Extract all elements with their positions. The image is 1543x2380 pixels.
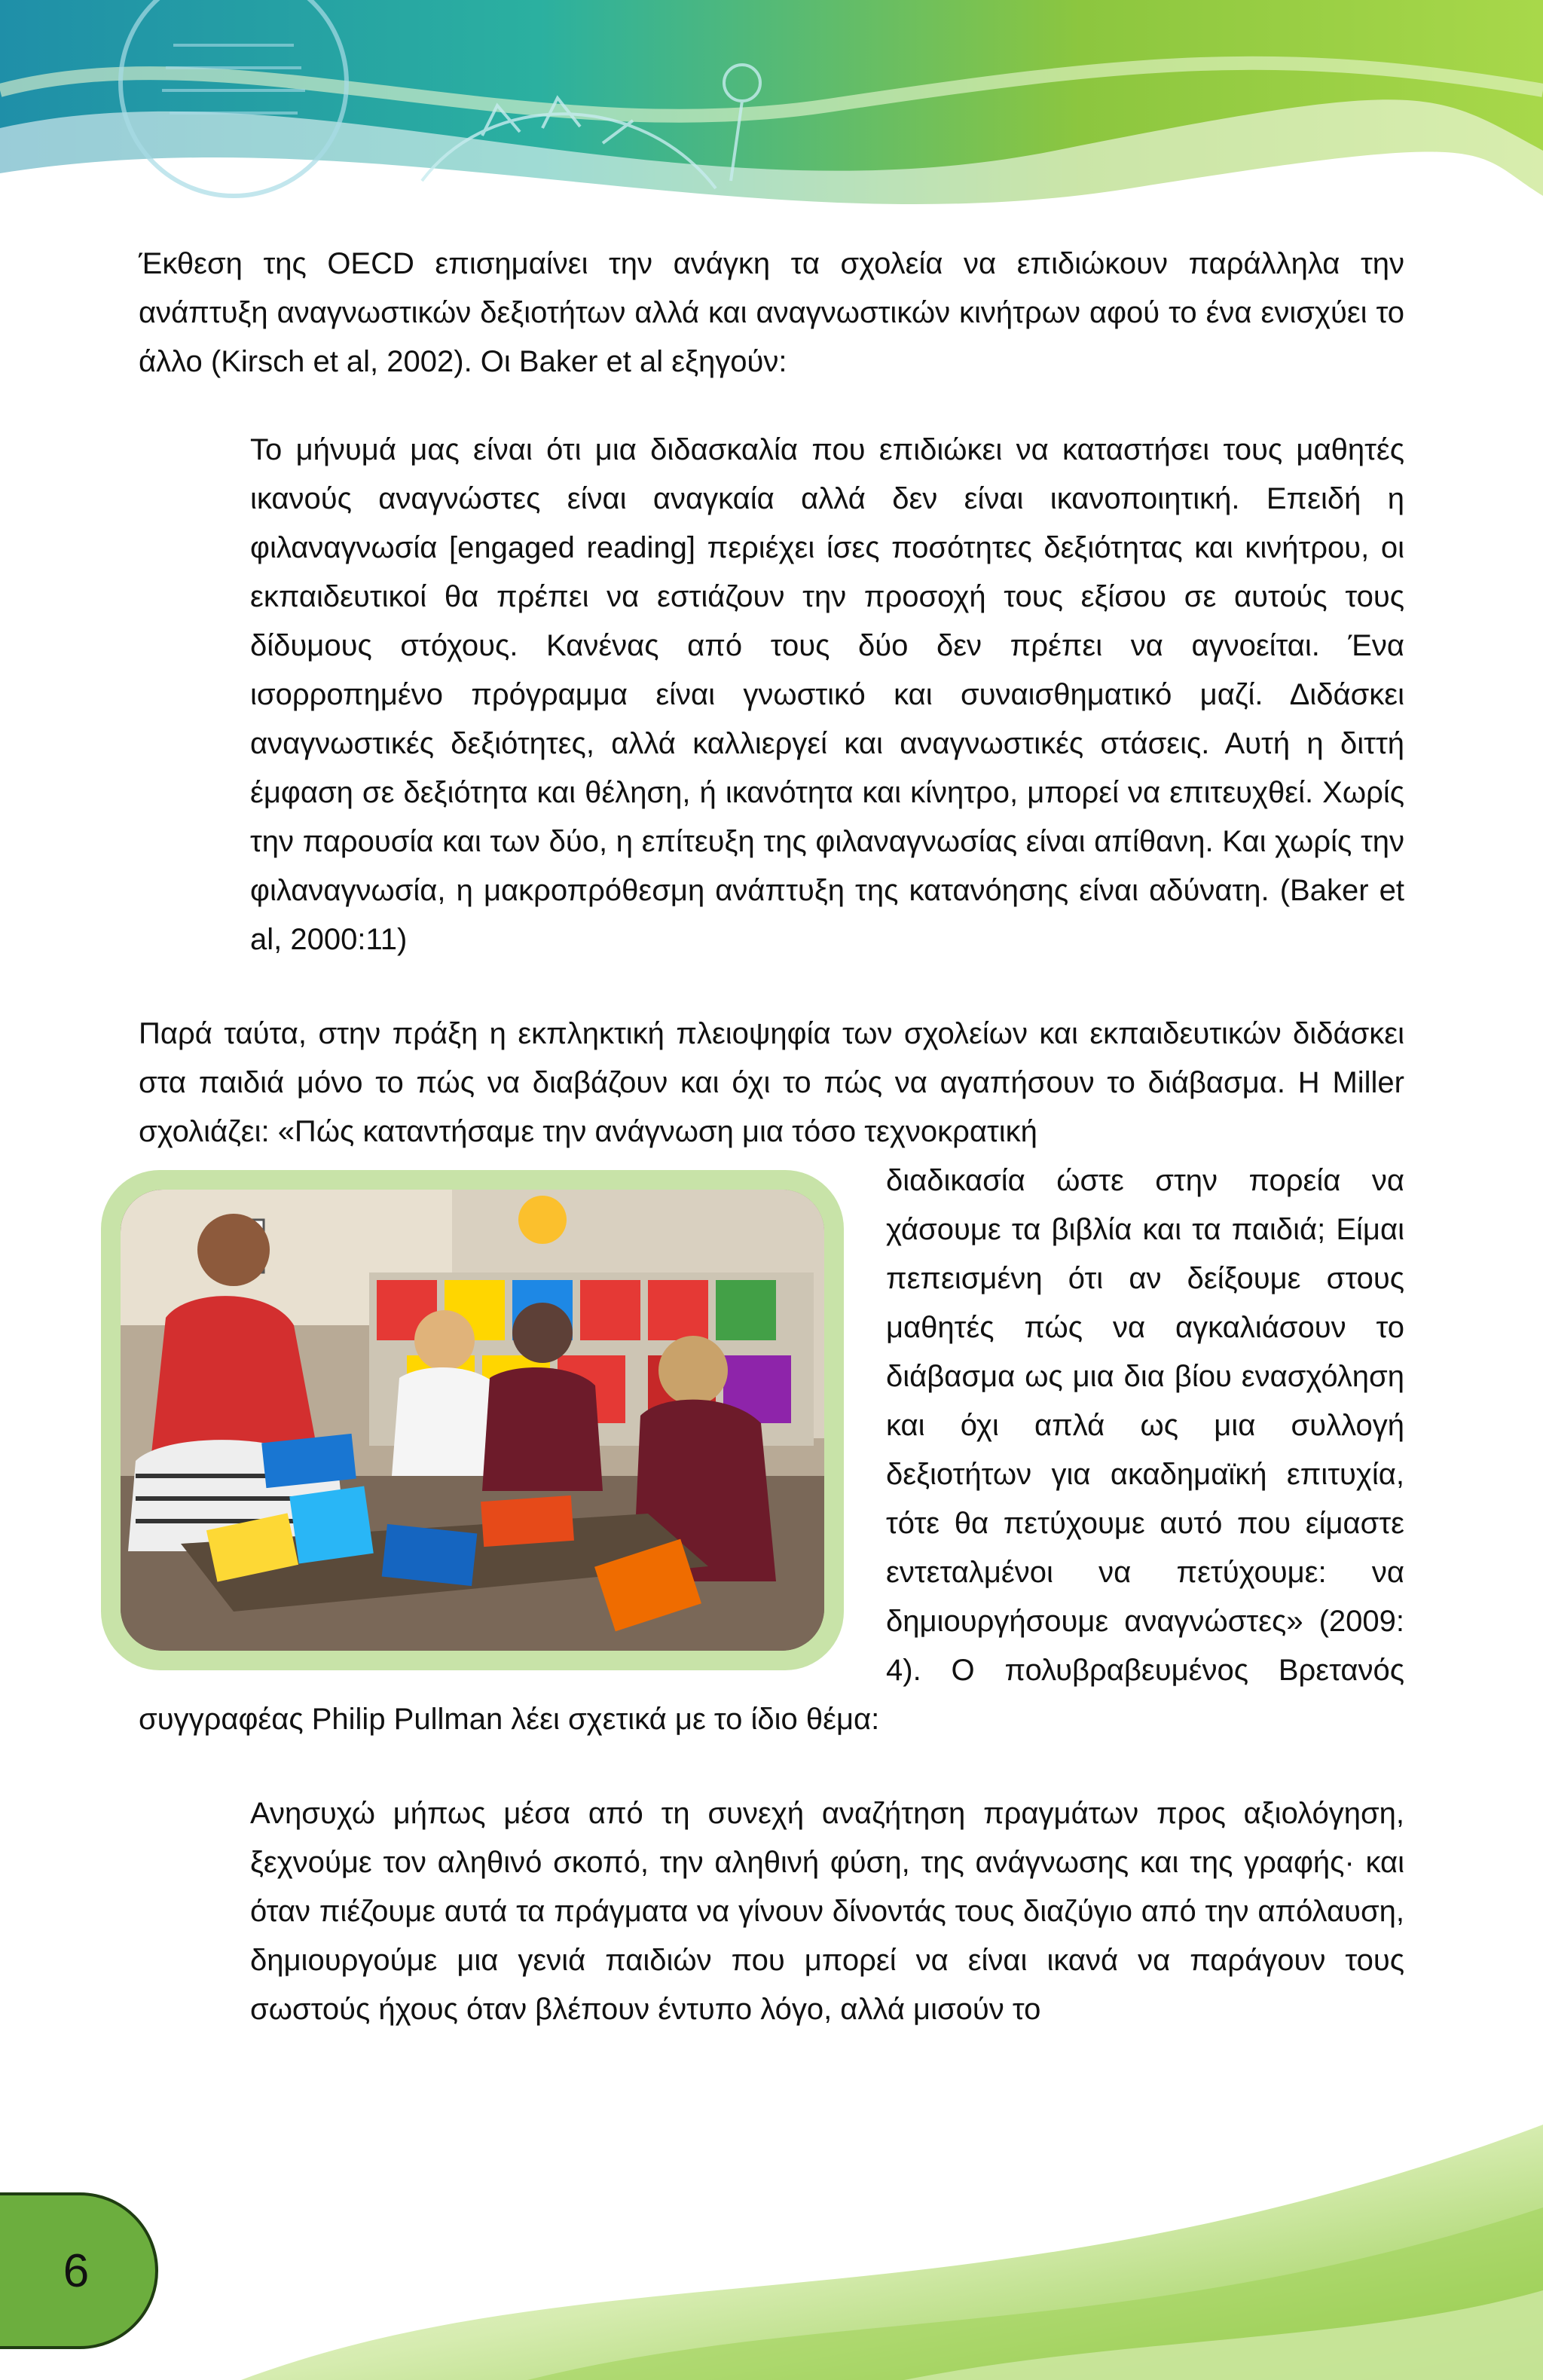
page-number-badge <box>0 2192 158 2349</box>
block-quote-baker: Το μήνυμά μας είναι ότι μια διδασκαλία που επιδιώκει να καταστήσει τους μαθητές ικανούς αναγνώστες είναι αναγκαία αλλά δεν είναι ικανοποιητική. Επειδή η φιλαναγνωσία [engaged reading] περιέχει ίσες ποσότητες δεξιότητας και κινήτρου, οι εκπαιδευτικοί θα πρέπει να εστιάζουν την προσοχή τους εξίσου σε αυτούς τους δίδυμους στόχους. Κανένας από τους δύο δεν πρέπει να αγνοείται. Ένα ισορροπημένο πρόγραμμα είναι γνωστικό και συναισθηματικό μαζί. Διδάσκει αναγνωστικές δεξιότητες, αλλά καλλιεργεί και αναγνωστικές στάσεις. Αυτή η διττή έμφαση σε δεξιότητα και θέληση, ή ικανότητα και κίνητρο, μπορεί να επιτευχθεί. Χωρίς την παρουσία και των δύο, η επίτευξη της φιλαναγνωσίας είναι απίθανη. Και χωρίς την φιλαναγνωσία, η μακροπρόθεσμη ανάπτυξη της κατανόησης είναι αδύνατη. (Baker et al, 2000:11) <box>250 433 1404 956</box>
page-number: 6 <box>63 2244 90 2297</box>
paragraph-oecd: Έκθεση της OECD επισημαίνει την ανάγκη τα σχολεία να επιδιώκουν παράλληλα την ανάπτυξη αναγνωστικών δεξιοτήτων αλλά και αναγνωστικών κινήτρων αφού το ένα ενισχύει το άλλο (Kirsch et al, 2002). Οι Baker et al εξηγούν: <box>139 247 1404 378</box>
paragraph-miller-quote: διαδικασία ώστε στην πορεία να χάσουμε τα βιβλία και τα παιδιά; Είμαι πεπεισμένη ότι αν δείξουμε στους μαθητές πώς να αγκαλιάσουν το διάβασμα ως μια δια βίου ενασχόληση και όχι απλά ως μια συλλογή δεξιοτήτων για ακαδημαϊκή επιτυχία, τότε θα πετύχουμε αυτό που είμαστε εντεταλμένοι να πετύχουμε: να δημιουργήσουμε αναγνώστες» (2009: 4). Ο πολυβραβευμένος Βρετανός συγγραφέας Philip Pullman λέει σχετικά με το ίδιο θέμα: <box>139 1164 1404 1736</box>
classroom-reading-photo <box>121 1190 824 1651</box>
footer-decoration <box>0 2094 1543 2380</box>
paragraph-miller-intro: Παρά ταύτα, στην πράξη η εκπληκτική πλειοψηφία των σχολείων και εκπαιδευτικών διδάσκει στα παιδιά μόνο το πώς να διαβάζουν και όχι το πώς να αγαπήσουν το διάβασμα. Η Miller σχολιάζει: «Πώς καταντήσαμε την ανάγνωση μια τόσο τεχνοκρατική <box>139 1017 1404 1148</box>
block-quote-pullman: Ανησυχώ μήπως μέσα από τη συνεχή αναζήτηση πραγμάτων προς αξιολόγηση, ξεχνούμε τον αληθινό σκοπό, την αληθινή φύση, της ανάγνωσης και της γραφής· και όταν πιέζουμε αυτά τα πράγματα να γίνουν δίνοντάς τους διαζύγιο από την απόλαυση, δημιουργούμε μια γενιά παιδιών που μπορεί να είναι ικανά να παράγουν τους σωστούς ήχους όταν βλέπουν έντυπο λόγο, αλλά μισούν το <box>250 1797 1404 2026</box>
page-content <box>139 240 1404 2034</box>
photo-frame <box>101 1170 844 1670</box>
header-decoration <box>0 0 1543 249</box>
